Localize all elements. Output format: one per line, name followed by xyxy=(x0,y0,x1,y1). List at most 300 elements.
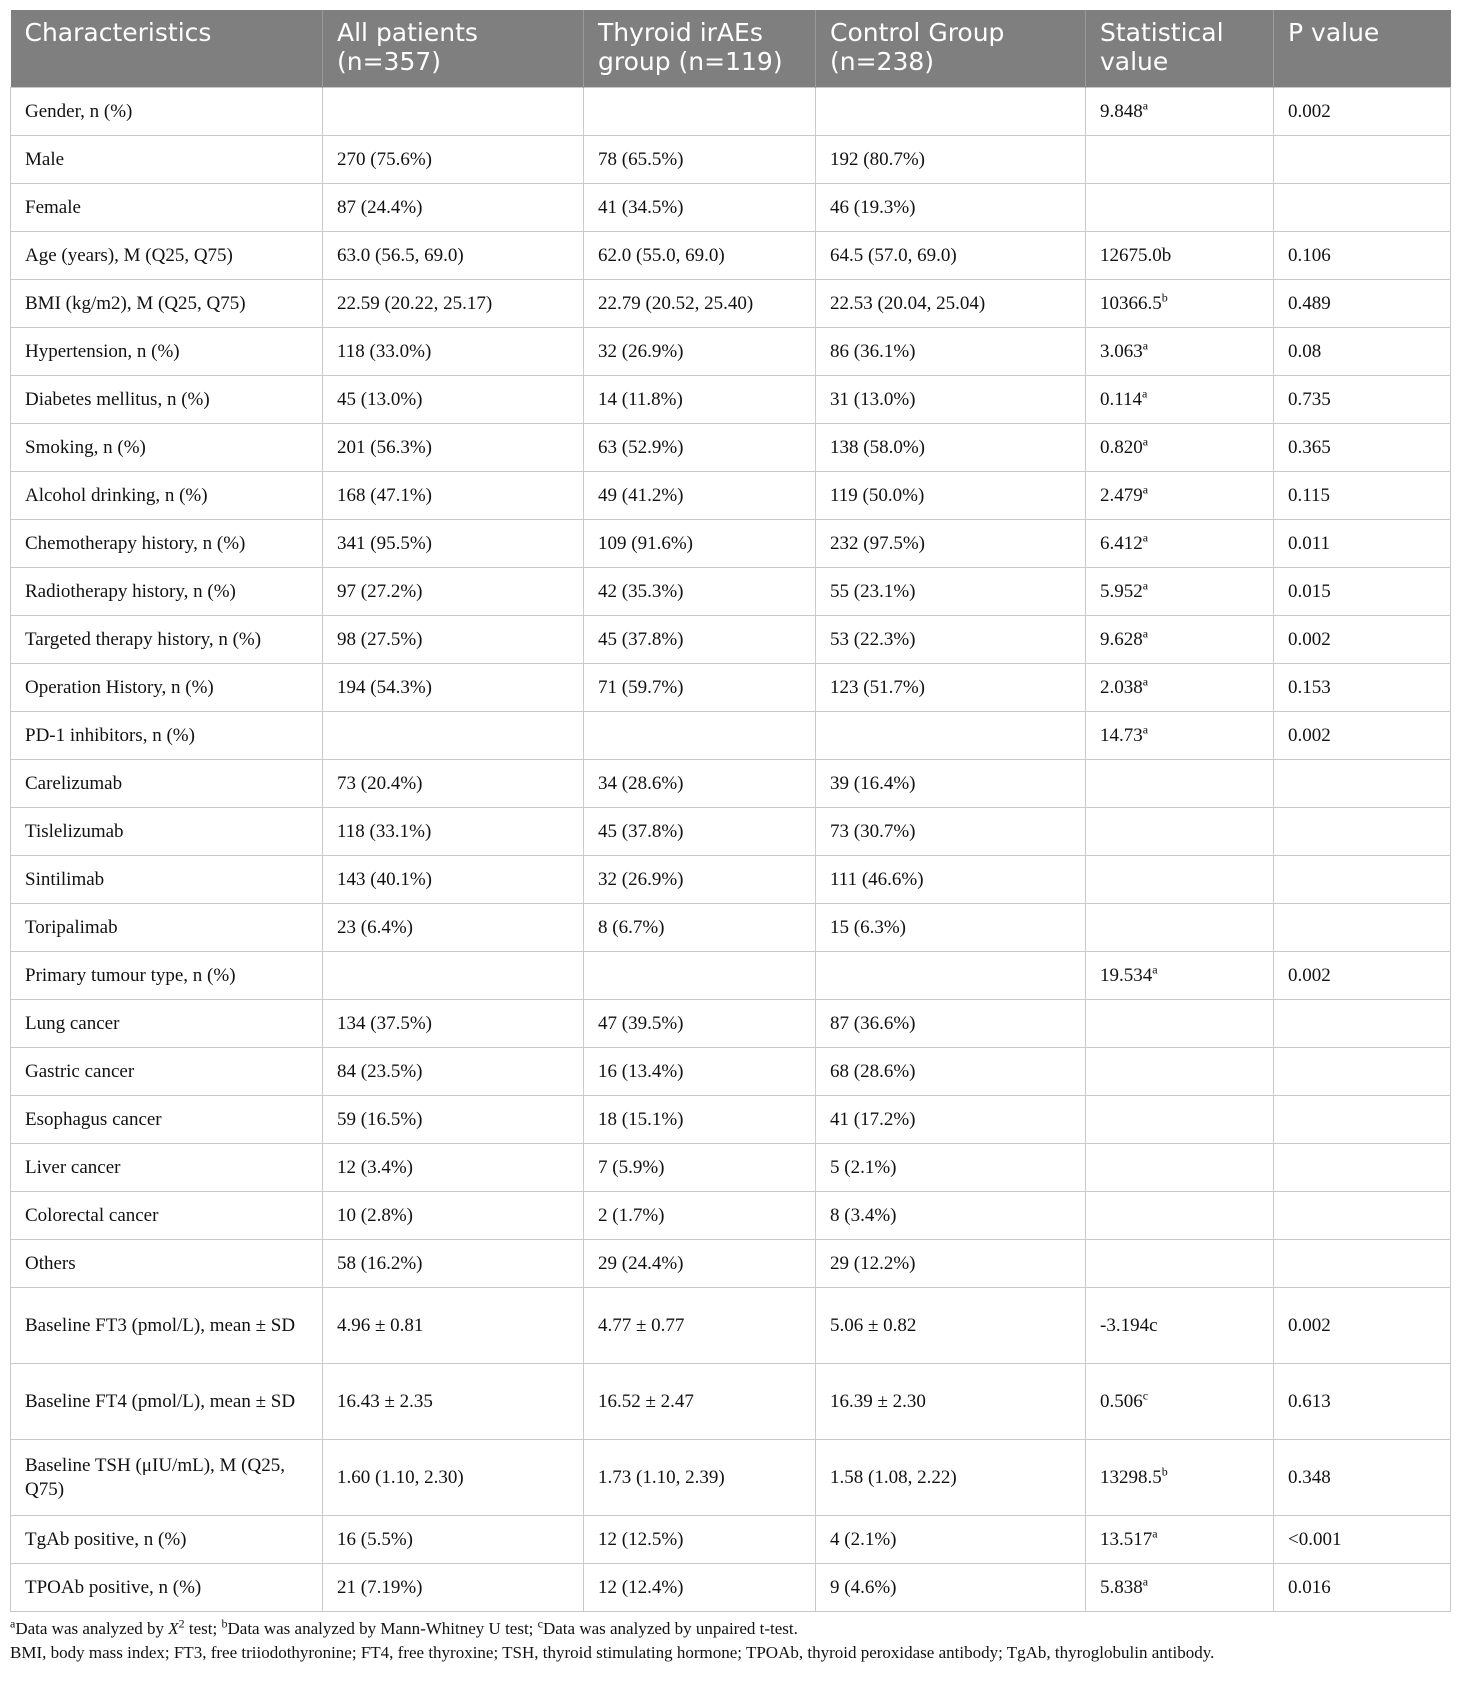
cell-all-patients xyxy=(323,376,584,424)
cell-characteristic xyxy=(11,376,323,424)
cell-characteristic xyxy=(11,808,323,856)
cell-all-patients xyxy=(323,1096,584,1144)
cell-thyroid-group-text: 42 (35.3%) xyxy=(598,580,684,602)
table-container xyxy=(10,10,1450,1665)
cell-control-group-text: 31 (13.0%) xyxy=(830,388,916,410)
cell-all-patients xyxy=(323,904,584,952)
cell-thyroid-group-text: 32 (26.9%) xyxy=(598,340,684,362)
stat-superscript: a xyxy=(1142,674,1149,689)
table-row xyxy=(11,904,1451,952)
cell-statistical-value-text: 13298.5 xyxy=(1100,1466,1162,1488)
cell-all-patients xyxy=(323,88,584,136)
cell-characteristic xyxy=(11,760,323,808)
cell-statistical-value-text: 9.848 xyxy=(1100,100,1143,122)
cell-control-group xyxy=(816,184,1086,232)
cell-p-value xyxy=(1274,1096,1451,1144)
cell-all-patients-text: 63.0 (56.5, 69.0) xyxy=(337,244,464,266)
cell-p-value xyxy=(1274,232,1451,280)
cell-statistical-value xyxy=(1086,1516,1274,1564)
cell-thyroid-group xyxy=(584,808,816,856)
footnote-a-symbol: X xyxy=(168,1619,179,1638)
cell-characteristic xyxy=(11,904,323,952)
stat-superscript: b xyxy=(1161,290,1168,305)
cell-thyroid-group-text: 16 (13.4%) xyxy=(598,1060,684,1082)
cell-all-patients-text: 59 (16.5%) xyxy=(337,1108,423,1130)
cell-control-group xyxy=(816,376,1086,424)
cell-statistical-value xyxy=(1086,856,1274,904)
cell-control-group-text: 87 (36.6%) xyxy=(830,1012,916,1034)
cell-control-group xyxy=(816,136,1086,184)
cell-control-group xyxy=(816,1440,1086,1516)
cell-thyroid-group-text: 45 (37.8%) xyxy=(598,820,684,842)
cell-control-group-text: 15 (6.3%) xyxy=(830,916,906,938)
cell-thyroid-group xyxy=(584,1096,816,1144)
cell-characteristic-text: Baseline FT3 (pmol/L), mean ± SD xyxy=(25,1314,296,1336)
table-row xyxy=(11,88,1451,136)
cell-thyroid-group-text: 14 (11.8%) xyxy=(598,388,683,410)
cell-all-patients xyxy=(323,664,584,712)
cell-statistical-value xyxy=(1086,184,1274,232)
cell-control-group-text: 4 (2.1%) xyxy=(830,1528,897,1550)
cell-thyroid-group-text: 63 (52.9%) xyxy=(598,436,684,458)
cell-statistical-value-text: 0.114 xyxy=(1100,388,1143,410)
header-characteristics: Characteristics xyxy=(11,10,323,88)
cell-statistical-value xyxy=(1086,520,1274,568)
cell-control-group xyxy=(816,328,1086,376)
cell-characteristic xyxy=(11,1288,323,1364)
cell-all-patients-text: 21 (7.19%) xyxy=(337,1576,423,1598)
cell-statistical-value-text: 5.838 xyxy=(1100,1576,1143,1598)
cell-control-group-text: 111 (46.6%) xyxy=(830,868,924,890)
cell-thyroid-group-text: 45 (37.8%) xyxy=(598,628,684,650)
cell-all-patients-text: 45 (13.0%) xyxy=(337,388,423,410)
cell-control-group-text: 9 (4.6%) xyxy=(830,1576,897,1598)
cell-characteristic xyxy=(11,1144,323,1192)
cell-statistical-value-text: 2.479 xyxy=(1100,484,1143,506)
cell-statistical-value xyxy=(1086,136,1274,184)
cell-control-group xyxy=(816,1048,1086,1096)
stat-superscript: a xyxy=(1142,578,1149,593)
cell-p-value xyxy=(1274,952,1451,1000)
stat-superscript: a xyxy=(1142,626,1149,641)
cell-thyroid-group-text: 78 (65.5%) xyxy=(598,148,684,170)
cell-characteristic-text: Age (years), M (Q25, Q75) xyxy=(25,244,233,266)
cell-all-patients xyxy=(323,760,584,808)
cell-characteristic xyxy=(11,568,323,616)
cell-p-value-text: 0.016 xyxy=(1288,1576,1331,1598)
cell-characteristic-text: Gender, n (%) xyxy=(25,100,133,122)
cell-thyroid-group-text: 8 (6.7%) xyxy=(598,916,665,938)
cell-statistical-value-text: 10366.5 xyxy=(1100,292,1162,314)
cell-statistical-value xyxy=(1086,760,1274,808)
cell-characteristic xyxy=(11,1564,323,1612)
table-row xyxy=(11,712,1451,760)
cell-characteristic xyxy=(11,232,323,280)
cell-thyroid-group xyxy=(584,1564,816,1612)
cell-all-patients xyxy=(323,1048,584,1096)
cell-statistical-value xyxy=(1086,1144,1274,1192)
cell-all-patients xyxy=(323,472,584,520)
cell-p-value-text: 0.613 xyxy=(1288,1390,1331,1412)
cell-all-patients-text: 12 (3.4%) xyxy=(337,1156,413,1178)
cell-statistical-value-text: -3.194c xyxy=(1100,1314,1158,1336)
cell-control-group-text: 16.39 ± 2.30 xyxy=(830,1390,926,1412)
table-row xyxy=(11,472,1451,520)
cell-statistical-value xyxy=(1086,1192,1274,1240)
cell-statistical-value xyxy=(1086,472,1274,520)
cell-thyroid-group-text: 32 (26.9%) xyxy=(598,868,684,890)
cell-thyroid-group-text: 12 (12.4%) xyxy=(598,1576,684,1598)
cell-control-group-text: 55 (23.1%) xyxy=(830,580,916,602)
cell-statistical-value xyxy=(1086,1240,1274,1288)
header-thyroid-group: Thyroid irAEs group (n=119) xyxy=(584,10,816,88)
cell-thyroid-group-text: 18 (15.1%) xyxy=(598,1108,684,1130)
cell-statistical-value xyxy=(1086,712,1274,760)
cell-p-value xyxy=(1274,904,1451,952)
cell-p-value xyxy=(1274,1144,1451,1192)
cell-all-patients xyxy=(323,1240,584,1288)
cell-thyroid-group xyxy=(584,1000,816,1048)
cell-thyroid-group xyxy=(584,904,816,952)
cell-statistical-value-text: 6.412 xyxy=(1100,532,1143,554)
cell-control-group xyxy=(816,1364,1086,1440)
cell-thyroid-group xyxy=(584,856,816,904)
cell-p-value xyxy=(1274,1240,1451,1288)
cell-control-group-text: 41 (17.2%) xyxy=(830,1108,916,1130)
cell-characteristic-text: Gastric cancer xyxy=(25,1060,135,1082)
cell-characteristic xyxy=(11,952,323,1000)
cell-thyroid-group xyxy=(584,1288,816,1364)
cell-all-patients xyxy=(323,520,584,568)
cell-control-group-text: 192 (80.7%) xyxy=(830,148,925,170)
table-row xyxy=(11,1192,1451,1240)
stat-superscript: a xyxy=(1142,98,1149,113)
header-statistical-value: Statistical value xyxy=(1086,10,1274,88)
cell-control-group-text: 53 (22.3%) xyxy=(830,628,916,650)
table-row xyxy=(11,136,1451,184)
table-row xyxy=(11,1096,1451,1144)
cell-thyroid-group-text: 49 (41.2%) xyxy=(598,484,684,506)
stat-superscript: a xyxy=(1142,1574,1149,1589)
cell-control-group xyxy=(816,1192,1086,1240)
cell-p-value-text: 0.011 xyxy=(1288,532,1331,554)
footnote-a-mark: a xyxy=(10,1616,16,1631)
cell-thyroid-group-text: 22.79 (20.52, 25.40) xyxy=(598,292,754,314)
cell-all-patients-text: 118 (33.0%) xyxy=(337,340,432,362)
cell-characteristic xyxy=(11,136,323,184)
cell-characteristic-text: Operation History, n (%) xyxy=(25,676,214,698)
header-row xyxy=(11,10,1451,88)
cell-control-group xyxy=(816,1096,1086,1144)
cell-thyroid-group xyxy=(584,760,816,808)
cell-characteristic-text: Smoking, n (%) xyxy=(25,436,146,458)
cell-statistical-value xyxy=(1086,568,1274,616)
stat-superscript: a xyxy=(1142,338,1149,353)
cell-all-patients xyxy=(323,952,584,1000)
cell-thyroid-group xyxy=(584,952,816,1000)
cell-all-patients-text: 341 (95.5%) xyxy=(337,532,432,554)
cell-statistical-value xyxy=(1086,616,1274,664)
cell-statistical-value xyxy=(1086,808,1274,856)
cell-p-value-text: 0.735 xyxy=(1288,388,1331,410)
cell-thyroid-group xyxy=(584,88,816,136)
cell-p-value xyxy=(1274,520,1451,568)
stat-superscript: a xyxy=(1142,530,1149,545)
cell-characteristic xyxy=(11,1364,323,1440)
cell-p-value-text: 0.002 xyxy=(1288,100,1331,122)
table-row xyxy=(11,1240,1451,1288)
table-row xyxy=(11,1440,1451,1516)
cell-p-value xyxy=(1274,184,1451,232)
cell-all-patients-text: 134 (37.5%) xyxy=(337,1012,432,1034)
cell-all-patients xyxy=(323,280,584,328)
stat-superscript: a xyxy=(1152,1526,1158,1541)
cell-p-value-text: 0.002 xyxy=(1288,628,1331,650)
cell-control-group-text: 64.5 (57.0, 69.0) xyxy=(830,244,957,266)
cell-characteristic-text: Esophagus cancer xyxy=(25,1108,162,1130)
cell-all-patients-text: 97 (27.2%) xyxy=(337,580,423,602)
cell-all-patients-text: 4.96 ± 0.81 xyxy=(337,1314,424,1336)
cell-characteristic xyxy=(11,712,323,760)
cell-characteristic xyxy=(11,1440,323,1516)
cell-control-group xyxy=(816,424,1086,472)
cell-characteristic-text: Female xyxy=(25,196,81,218)
table-row xyxy=(11,568,1451,616)
cell-statistical-value xyxy=(1086,1364,1274,1440)
cell-all-patients-text: 16.43 ± 2.35 xyxy=(337,1390,433,1412)
table-row xyxy=(11,952,1451,1000)
cell-p-value-text: 0.489 xyxy=(1288,292,1331,314)
cell-p-value xyxy=(1274,1192,1451,1240)
cell-thyroid-group-text: 34 (28.6%) xyxy=(598,772,684,794)
cell-p-value xyxy=(1274,1048,1451,1096)
cell-all-patients xyxy=(323,1144,584,1192)
cell-thyroid-group-text: 1.73 (1.10, 2.39) xyxy=(598,1466,725,1488)
cell-p-value xyxy=(1274,616,1451,664)
cell-control-group-text: 5.06 ± 0.82 xyxy=(830,1314,917,1336)
stat-superscript: a xyxy=(1152,962,1158,977)
cell-thyroid-group xyxy=(584,232,816,280)
cell-p-value-text: 0.002 xyxy=(1288,1314,1331,1336)
cell-control-group xyxy=(816,232,1086,280)
cell-characteristic-text: Tislelizumab xyxy=(25,820,124,842)
cell-thyroid-group-text: 4.77 ± 0.77 xyxy=(598,1314,685,1336)
cell-all-patients-text: 87 (24.4%) xyxy=(337,196,423,218)
cell-thyroid-group xyxy=(584,1048,816,1096)
cell-statistical-value-text: 19.534 xyxy=(1100,964,1153,986)
cell-characteristic xyxy=(11,1048,323,1096)
cell-p-value-text: 0.015 xyxy=(1288,580,1331,602)
cell-all-patients-text: 84 (23.5%) xyxy=(337,1060,423,1082)
footnote-a-symbol-sup: 2 xyxy=(178,1616,185,1631)
cell-control-group-text: 29 (12.2%) xyxy=(830,1252,916,1274)
cell-control-group-text: 119 (50.0%) xyxy=(830,484,925,506)
cell-control-group-text: 39 (16.4%) xyxy=(830,772,916,794)
table-row xyxy=(11,1564,1451,1612)
footnote-methods xyxy=(10,1617,1450,1641)
cell-control-group-text: 123 (51.7%) xyxy=(830,676,925,698)
cell-p-value xyxy=(1274,1516,1451,1564)
cell-control-group xyxy=(816,472,1086,520)
cell-control-group xyxy=(816,760,1086,808)
cell-p-value-text: 0.002 xyxy=(1288,964,1331,986)
cell-thyroid-group xyxy=(584,1364,816,1440)
cell-all-patients-text: 194 (54.3%) xyxy=(337,676,432,698)
cell-all-patients xyxy=(323,1564,584,1612)
cell-statistical-value-text: 0.506 xyxy=(1100,1390,1143,1412)
cell-characteristic-text: Baseline TSH (μIU/mL), M (Q25, Q75) xyxy=(25,1454,285,1500)
header-p-value: P value xyxy=(1274,10,1451,88)
table-row xyxy=(11,376,1451,424)
cell-p-value xyxy=(1274,760,1451,808)
cell-characteristic xyxy=(11,424,323,472)
footnote-abbreviations: BMI, body mass index; FT3, free triiodothyronine; FT4, free thyroxine; TSH, thyroid stimulating hormone; TPOAb, thyroid peroxidase antibody; TgAb, thyroglobulin antibody. xyxy=(10,1643,1215,1662)
cell-characteristic-text: BMI (kg/m2), M (Q25, Q75) xyxy=(25,292,246,314)
cell-thyroid-group-text: 12 (12.5%) xyxy=(598,1528,684,1550)
stat-superscript: a xyxy=(1142,482,1149,497)
cell-statistical-value-text: 0.820 xyxy=(1100,436,1143,458)
cell-all-patients xyxy=(323,328,584,376)
cell-all-patients-text: 73 (20.4%) xyxy=(337,772,423,794)
cell-statistical-value-text: 9.628 xyxy=(1100,628,1143,650)
footnote-c-text: Data was analyzed by unpaired t-test. xyxy=(542,1619,798,1638)
cell-control-group xyxy=(816,712,1086,760)
cell-statistical-value xyxy=(1086,1440,1274,1516)
table-row xyxy=(11,1048,1451,1096)
footnote-b-text: Data was analyzed by Mann-Whitney U test; xyxy=(227,1619,538,1638)
cell-thyroid-group xyxy=(584,1516,816,1564)
cell-thyroid-group xyxy=(584,1240,816,1288)
cell-characteristic-text: Sintilimab xyxy=(25,868,105,890)
cell-control-group xyxy=(816,88,1086,136)
cell-thyroid-group xyxy=(584,1192,816,1240)
table-row xyxy=(11,616,1451,664)
cell-thyroid-group xyxy=(584,520,816,568)
cell-thyroid-group-text: 29 (24.4%) xyxy=(598,1252,684,1274)
cell-control-group xyxy=(816,664,1086,712)
cell-all-patients-text: 23 (6.4%) xyxy=(337,916,413,938)
cell-statistical-value xyxy=(1086,328,1274,376)
cell-control-group xyxy=(816,856,1086,904)
cell-control-group-text: 232 (97.5%) xyxy=(830,532,925,554)
cell-p-value xyxy=(1274,88,1451,136)
cell-characteristic xyxy=(11,1516,323,1564)
cell-characteristic xyxy=(11,328,323,376)
cell-characteristic-text: Chemotherapy history, n (%) xyxy=(25,532,246,554)
cell-p-value xyxy=(1274,1564,1451,1612)
cell-characteristic xyxy=(11,280,323,328)
cell-control-group xyxy=(816,616,1086,664)
cell-p-value xyxy=(1274,664,1451,712)
cell-characteristic-text: Toripalimab xyxy=(25,916,118,938)
cell-characteristic-text: Hypertension, n (%) xyxy=(25,340,180,362)
cell-characteristic xyxy=(11,1192,323,1240)
table-row xyxy=(11,1144,1451,1192)
stat-superscript: a xyxy=(1142,722,1149,737)
cell-statistical-value xyxy=(1086,952,1274,1000)
cell-statistical-value-text: 14.73 xyxy=(1100,724,1143,746)
stat-superscript: a xyxy=(1142,434,1149,449)
cell-p-value xyxy=(1274,1364,1451,1440)
cell-thyroid-group-text: 109 (91.6%) xyxy=(598,532,693,554)
cell-all-patients xyxy=(323,1288,584,1364)
cell-control-group-text: 46 (19.3%) xyxy=(830,196,916,218)
cell-characteristic xyxy=(11,1096,323,1144)
cell-characteristic-text: Colorectal cancer xyxy=(25,1204,159,1226)
cell-thyroid-group xyxy=(584,1144,816,1192)
cell-thyroid-group xyxy=(584,568,816,616)
cell-thyroid-group xyxy=(584,328,816,376)
cell-control-group-text: 5 (2.1%) xyxy=(830,1156,897,1178)
cell-statistical-value-text: 13.517 xyxy=(1100,1528,1153,1550)
cell-all-patients-text: 1.60 (1.10, 2.30) xyxy=(337,1466,464,1488)
cell-p-value xyxy=(1274,328,1451,376)
cell-characteristic xyxy=(11,520,323,568)
table-row xyxy=(11,808,1451,856)
cell-p-value xyxy=(1274,568,1451,616)
cell-control-group xyxy=(816,1240,1086,1288)
cell-control-group xyxy=(816,952,1086,1000)
table-footnotes xyxy=(10,1617,1450,1665)
cell-all-patients xyxy=(323,1364,584,1440)
cell-control-group xyxy=(816,1516,1086,1564)
cell-control-group-text: 1.58 (1.08, 2.22) xyxy=(830,1466,957,1488)
table-row xyxy=(11,1000,1451,1048)
cell-p-value xyxy=(1274,712,1451,760)
cell-control-group xyxy=(816,280,1086,328)
cell-all-patients xyxy=(323,856,584,904)
cell-p-value xyxy=(1274,280,1451,328)
cell-thyroid-group-text: 7 (5.9%) xyxy=(598,1156,665,1178)
cell-characteristic-text: Radiotherapy history, n (%) xyxy=(25,580,236,602)
cell-statistical-value xyxy=(1086,376,1274,424)
cell-control-group xyxy=(816,1288,1086,1364)
cell-control-group xyxy=(816,568,1086,616)
cell-all-patients-text: 10 (2.8%) xyxy=(337,1204,413,1226)
cell-control-group xyxy=(816,808,1086,856)
cell-statistical-value-text: 5.952 xyxy=(1100,580,1143,602)
cell-p-value xyxy=(1274,376,1451,424)
cell-all-patients-text: 58 (16.2%) xyxy=(337,1252,423,1274)
cell-control-group-text: 73 (30.7%) xyxy=(830,820,916,842)
cell-control-group-text: 68 (28.6%) xyxy=(830,1060,916,1082)
cell-all-patients-text: 16 (5.5%) xyxy=(337,1528,413,1550)
cell-control-group-text: 138 (58.0%) xyxy=(830,436,925,458)
cell-characteristic xyxy=(11,184,323,232)
cell-control-group-text: 86 (36.1%) xyxy=(830,340,916,362)
table-row xyxy=(11,184,1451,232)
characteristics-table xyxy=(10,10,1451,1612)
cell-p-value xyxy=(1274,1440,1451,1516)
cell-p-value-text: 0.002 xyxy=(1288,724,1331,746)
cell-thyroid-group xyxy=(584,712,816,760)
cell-statistical-value xyxy=(1086,1096,1274,1144)
table-row xyxy=(11,424,1451,472)
cell-thyroid-group xyxy=(584,472,816,520)
cell-statistical-value xyxy=(1086,1000,1274,1048)
cell-thyroid-group-text: 71 (59.7%) xyxy=(598,676,684,698)
cell-thyroid-group-text: 41 (34.5%) xyxy=(598,196,684,218)
table-row xyxy=(11,520,1451,568)
footnote-a-tail: test; xyxy=(184,1619,222,1638)
cell-all-patients-text: 143 (40.1%) xyxy=(337,868,432,890)
cell-thyroid-group xyxy=(584,424,816,472)
cell-characteristic-text: PD-1 inhibitors, n (%) xyxy=(25,724,195,746)
table-row xyxy=(11,1288,1451,1364)
cell-all-patients-text: 22.59 (20.22, 25.17) xyxy=(337,292,493,314)
cell-p-value-text: 0.08 xyxy=(1288,340,1322,362)
cell-characteristic xyxy=(11,1240,323,1288)
